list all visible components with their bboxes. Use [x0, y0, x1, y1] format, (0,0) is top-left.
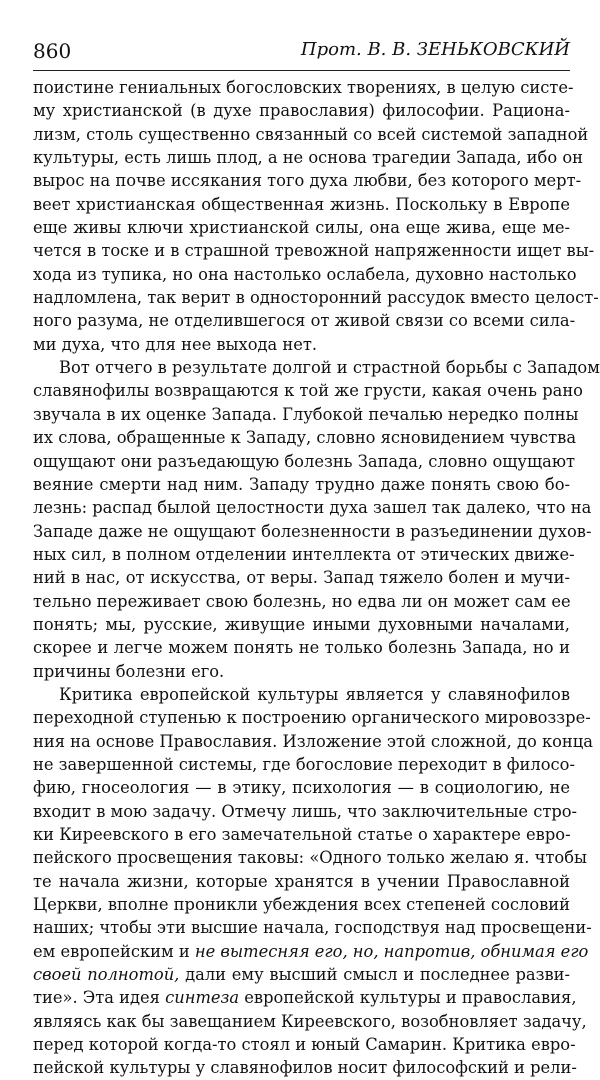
line-text: ощущают они разъедающую болезнь Запада, словно ощущают [33, 451, 576, 471]
text-line [33, 333, 570, 356]
text-line [33, 823, 570, 846]
page-number: 860 [33, 39, 72, 63]
line-text: наших; чтобы эти высшие начала, господствуя над просвещени- [33, 918, 592, 938]
line-text: лизм, столь существенно связанный со всей системой западной [33, 124, 589, 144]
line-text: понять; мы, русские, живущие иными духовными началами, [33, 614, 570, 634]
line-text: ем европейским и [33, 941, 195, 961]
line-text: лезнь: распад былой целостности духа зашел так далеко, что на [33, 498, 592, 518]
line-text: веяние смерти над ним. Западу трудно даже понять свою бо- [33, 474, 570, 494]
line-text: европейской культуры и православия, [239, 988, 577, 1008]
text-line [33, 520, 592, 543]
text-line [33, 356, 600, 379]
text-line [33, 846, 587, 869]
line-text: чется в тоске и в страшной тревожной напряженности ищет вы- [33, 241, 595, 261]
line-text: Вот отчего в результате долгой и страстной борьбы с Западом [59, 358, 600, 378]
line-text: ния на основе Православия. Изложение этой сложной, до конца [33, 731, 593, 751]
line-text: дали ему высший смысл и последнее разви- [179, 965, 570, 985]
text-line [33, 216, 570, 239]
line-text: Церкви, вполне проникли убеждения всех степеней сословий [33, 895, 570, 915]
text-line [33, 660, 570, 683]
italic-text: своей полнотой, [33, 965, 180, 985]
line-text: еще живы ключи христианской силы, она еще жива, еще ме- [33, 218, 570, 238]
text-line [33, 753, 575, 776]
text-line [33, 426, 577, 449]
line-text: Западе даже не ощущают болезненности в разъединении духов- [33, 521, 592, 541]
text-line [33, 76, 574, 99]
line-text: веет христианская общественная жизнь. Поскольку в Европе [33, 194, 570, 214]
line-text: вырос на почве иссякания того духа любви, без которого мерт- [33, 171, 582, 191]
text-line [33, 169, 582, 192]
text-line [33, 193, 570, 216]
running-head: Прот. В. В. ЗЕНЬКОВСКИЙ [300, 39, 570, 60]
line-text: переходной ступенью к построению органического мировоззре- [33, 708, 591, 728]
text-line [33, 1056, 577, 1079]
italic-text: не вытесняя его, но, напротив, обнимая его [194, 941, 589, 961]
line-text: тельно переживает свою болезнь, но едва ли он может сам ее [33, 591, 571, 611]
line-text: ки Киреевского в его замечательной статье о характере евро- [33, 825, 571, 844]
line-text: ного разума, не отделившегося от живой связи со всеми сила- [33, 311, 576, 331]
page-header [33, 36, 570, 71]
line-text: скорее и легче можем понять не только болезнь Запада, но и [33, 638, 570, 658]
italic-text: синтеза [165, 988, 240, 1008]
line-text: ний в нас, от искусства, от веры. Запад тяжело болен и мучи- [33, 568, 570, 588]
text-line [33, 286, 599, 309]
line-text: му христианской (в духе православия) философии. Рациона- [33, 101, 570, 121]
text-line [33, 99, 570, 122]
line-text: пейской культуры у славянофилов носит философский и рели- [33, 1058, 577, 1078]
text-line [33, 379, 583, 402]
text-line [33, 473, 570, 496]
text-line [33, 123, 589, 146]
text-line [33, 309, 576, 332]
text-line [33, 450, 576, 473]
text-line [33, 1033, 576, 1056]
line-text: те начала жизни, которые хранятся в учении Православной [33, 871, 570, 891]
text-line [33, 263, 577, 286]
text-line [33, 730, 593, 753]
line-text: культуры, есть лишь плод, а не основа трагедии Запада, ибо он [33, 148, 583, 168]
line-text: поистине гениальных богословских творениях, в целую систе- [33, 78, 574, 97]
line-text: их слова, обращенные к Западу, словно ясновидением чувства [33, 428, 577, 448]
text-line [33, 1010, 587, 1033]
text-line [33, 146, 583, 169]
line-text: надломлена, так верит в односторонний рассудок вместо целост- [33, 288, 599, 308]
line-text: перед которой когда-то стоял и юный Самарин. Критика евро- [33, 1035, 576, 1055]
text-line [33, 636, 570, 659]
text-line [33, 776, 570, 799]
line-text: ных сил, в полном отделении интеллекта от этических движе- [33, 544, 575, 564]
text-line [33, 566, 570, 589]
line-text: ми духа, что для нее выхода нет. [33, 334, 318, 354]
line-text: входит в мою задачу. Отмечу лишь, что заключительные стро- [33, 801, 578, 821]
line-text: причины болезни его. [33, 661, 225, 681]
text-line [33, 963, 570, 986]
text-line [33, 613, 570, 636]
text-line [33, 706, 591, 729]
line-text: Критика европейской культуры является у славянофилов [59, 684, 570, 704]
line-text: славянофилы возвращаются к той же грусти, какая очень рано [33, 381, 583, 401]
line-text: являясь как бы завещанием Киреевского, возобновляет задачу, [33, 1011, 587, 1031]
text-line [33, 496, 592, 519]
text-line [33, 940, 589, 963]
line-text: звучала в их оценке Запада. Глубокой печалью нередко полны [33, 404, 579, 424]
line-text: пейского просвещения таковы: «Одного только желаю я. чтобы [33, 848, 587, 868]
text-line [33, 683, 570, 706]
text-line [33, 800, 578, 823]
text-line [33, 403, 579, 426]
text-line [33, 543, 575, 566]
line-text: хода из тупика, но она настолько ослабела, духовно настолько [33, 264, 577, 284]
text-line [33, 986, 577, 1009]
line-text: тие». Эта идея [33, 988, 166, 1008]
line-text: не завершенной системы, где богословие переходит в филосо- [33, 754, 575, 774]
text-line [33, 870, 570, 893]
text-line [33, 590, 570, 613]
text-line [33, 916, 592, 939]
body-text [33, 76, 600, 1080]
line-text: фию, гносеология — в этику, психология — в социологию, не [33, 778, 570, 798]
text-line [33, 239, 595, 262]
